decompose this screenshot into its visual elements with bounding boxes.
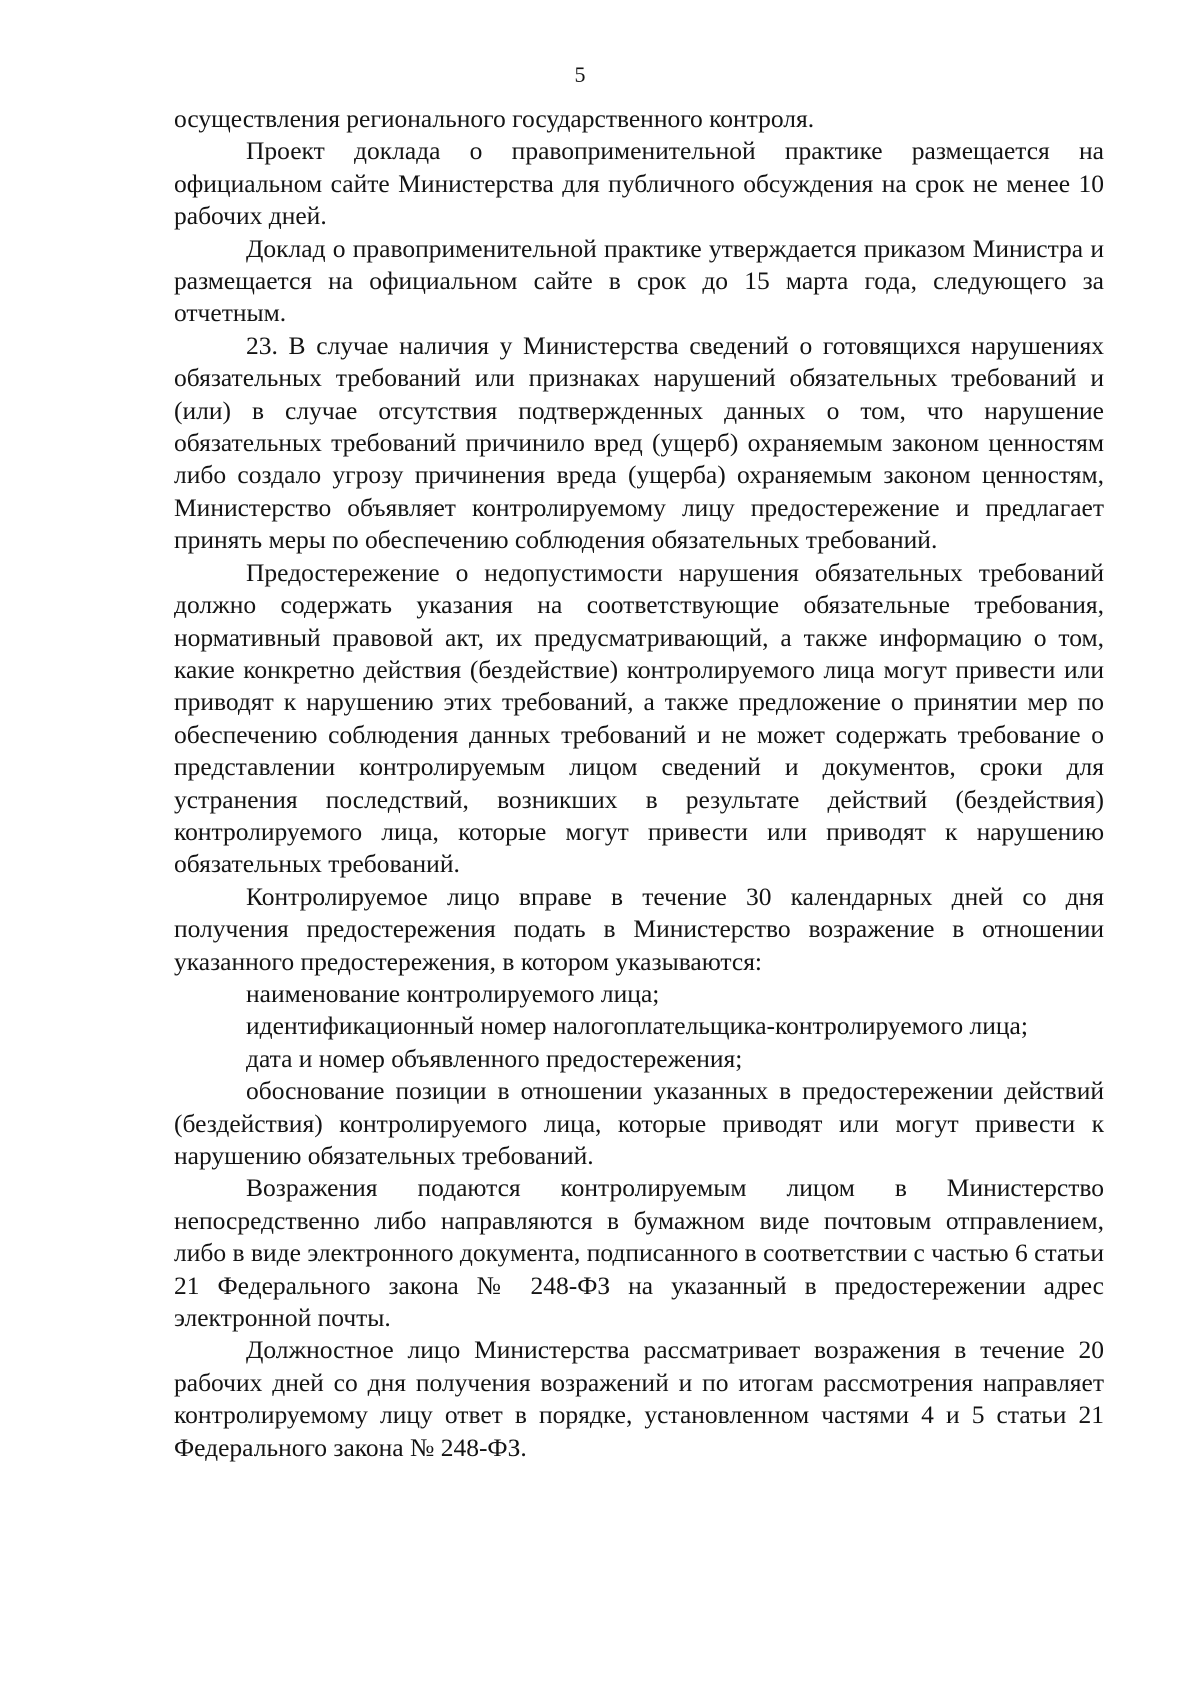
paragraph-item-23: 23. В случае наличия у Министерства сведений о готовящихся нарушениях обязательных требований или признаках нарушений обязательных требований и (или) в случае отсутствия подтвержденных данных о том, что нарушение обязательных требований причинило вред (ущерб) охраняемым законом ценностям либо создало угрозу причинения вреда (ущерба) охраняемым законом ценностям, Министерство объявляет контролируемому лицу предостережение и предлагает принять меры по обеспечению соблюдения обязательных требований. xyxy=(174,330,1104,555)
paragraph-objection-right: Контролируемое лицо вправе в течение 30 календарных дней со дня получения предостережения подать в Министерство возражение в отношении указанного предостережения, в котором указываются: xyxy=(174,881,1104,976)
paragraph-list-item: дата и номер объявленного предостережения; xyxy=(246,1043,743,1073)
paragraph-list-item: идентификационный номер налогоплательщика-контролируемого лица; xyxy=(246,1011,1028,1041)
page-number: 5 xyxy=(574,62,586,87)
paragraph-report-approval: Доклад о правоприменительной практике утверждается приказом Министра и размещается на официальном сайте в срок до 15 марта года, следующего за отчетным. xyxy=(174,233,1104,328)
paragraph-list-item: обоснование позиции в отношении указанных в предостережении действий (бездействия) контролируемого лица, которые приводят или могут привести к нарушению обязательных требований. xyxy=(174,1076,1104,1170)
paragraph-objection-submission: Возражения подаются контролируемым лицом в Министерство непосредственно либо направляются в бумажном виде почтовым отправлением, либо в виде электронного документа, подписанного в соответствии с частью 6 статьи 21 Федерального закона № 248-ФЗ на указанный в предостережении адрес электронной почты. xyxy=(174,1173,1104,1333)
paragraph-warning-content: Предостережение о недопустимости нарушения обязательных требований должно содержать указания на соответствующие обязательные требования, нормативный правовой акт, их предусматривающий, а также информацию о том, какие конкретно действия (бездействие) контролируемого лица могут привести или приводят к нарушению этих требований, а также предложение о принятии мер по обеспечению соблюдения данных требований и не может содержать требование о представлении контролируемым лицом сведений и документов, сроки для устранения последствий, возникших в результате действий (бездействия) контролируемого лица, которые могут привести или приводят к нарушению обязательных требований. xyxy=(174,557,1104,879)
paragraph-draft-report: Проект доклада о правоприменительной практике размещается на официальном сайте Министерства для публичного обсуждения на срок не менее 10 рабочих дней. xyxy=(174,136,1104,231)
document-body xyxy=(174,103,1104,1464)
paragraph-continuation: осуществления регионального государственного контроля. xyxy=(174,104,815,133)
paragraph-list-item: наименование контролируемого лица; xyxy=(246,978,660,1008)
paragraph-objection-review: Должностное лицо Министерства рассматривает возражения в течение 20 рабочих дней со дня получения возражений и по итогам рассмотрения направляет контролируемому лицу ответ в порядке, установленном частями 4 и 5 статьи 21 Федерального закона № 248-ФЗ. xyxy=(174,1335,1104,1462)
